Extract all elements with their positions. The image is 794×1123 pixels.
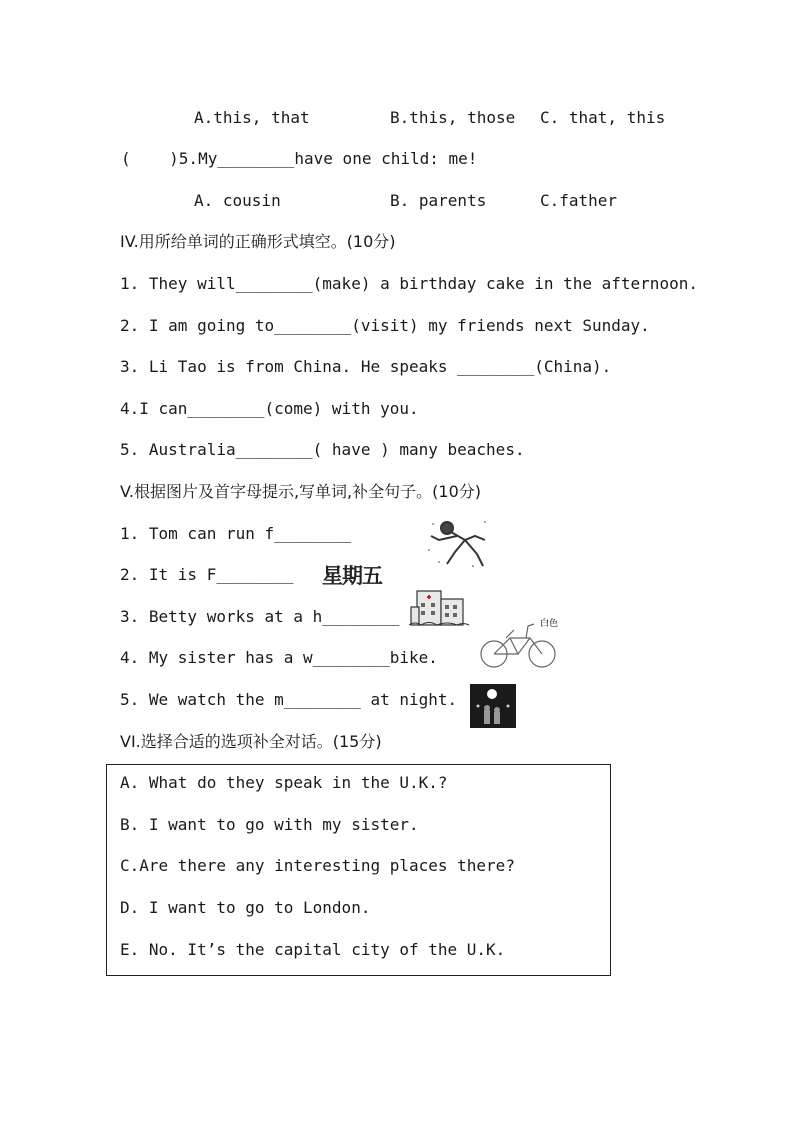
section5-item-5: 5. We watch the m________ at night. xyxy=(120,690,458,709)
friday-image: 星期五 xyxy=(322,564,382,588)
q5-option-c: C.father xyxy=(540,191,618,210)
section4-item-1: 1. They will________(make) a birthday cake in the afternoon. xyxy=(120,274,698,293)
q5-option-a: A. cousin xyxy=(194,191,281,210)
section5-heading: V.根据图片及首字母提示,写单词,补全句子。(10分) xyxy=(120,482,481,501)
section6-option-a: A. What do they speak in the U.K.? xyxy=(120,773,448,792)
section5-item-2: 2. It is F________ xyxy=(120,565,294,584)
section6-option-c: C.Are there any interesting places there? xyxy=(120,856,515,875)
section4-item-2: 2. I am going to________(visit) my friends next Sunday. xyxy=(120,316,650,335)
section6-option-e: E. No. It’s the capital city of the U.K. xyxy=(120,940,506,959)
q4-option-a: A.this, that xyxy=(194,108,310,127)
bike-image-label: 白色 xyxy=(540,619,559,629)
section6-heading: VI.选择合适的选项补全对话。(15分) xyxy=(120,732,382,751)
section4-item-4: 4.I can________(come) with you. xyxy=(120,399,419,418)
section6-option-b: B. I want to go with my sister. xyxy=(120,815,419,834)
section5-item-4: 4. My sister has a w________bike. xyxy=(120,648,438,667)
section5-item-3: 3. Betty works at a h________ xyxy=(120,607,400,626)
section5-item-1: 1. Tom can run f________ xyxy=(120,524,352,543)
section4-heading: IV.用所给单词的正确形式填空。(10分) xyxy=(120,232,396,251)
section6-option-d: D. I want to go to London. xyxy=(120,898,371,917)
hospital-image xyxy=(407,583,471,629)
running-girl-image xyxy=(425,514,491,572)
section4-item-5: 5. Australia________( have ) many beaches. xyxy=(120,440,525,459)
moon-night-image xyxy=(470,684,516,728)
q5-stem: ( )5.My________have one child: me! xyxy=(121,149,478,168)
q5-option-b: B. parents xyxy=(390,191,487,210)
section4-item-3: 3. Li Tao is from China. He speaks ________(China). xyxy=(120,357,612,376)
white-bike-image xyxy=(476,614,562,672)
q4-option-c: C. that, this xyxy=(540,108,666,127)
q4-option-b: B.this, those xyxy=(390,108,516,127)
